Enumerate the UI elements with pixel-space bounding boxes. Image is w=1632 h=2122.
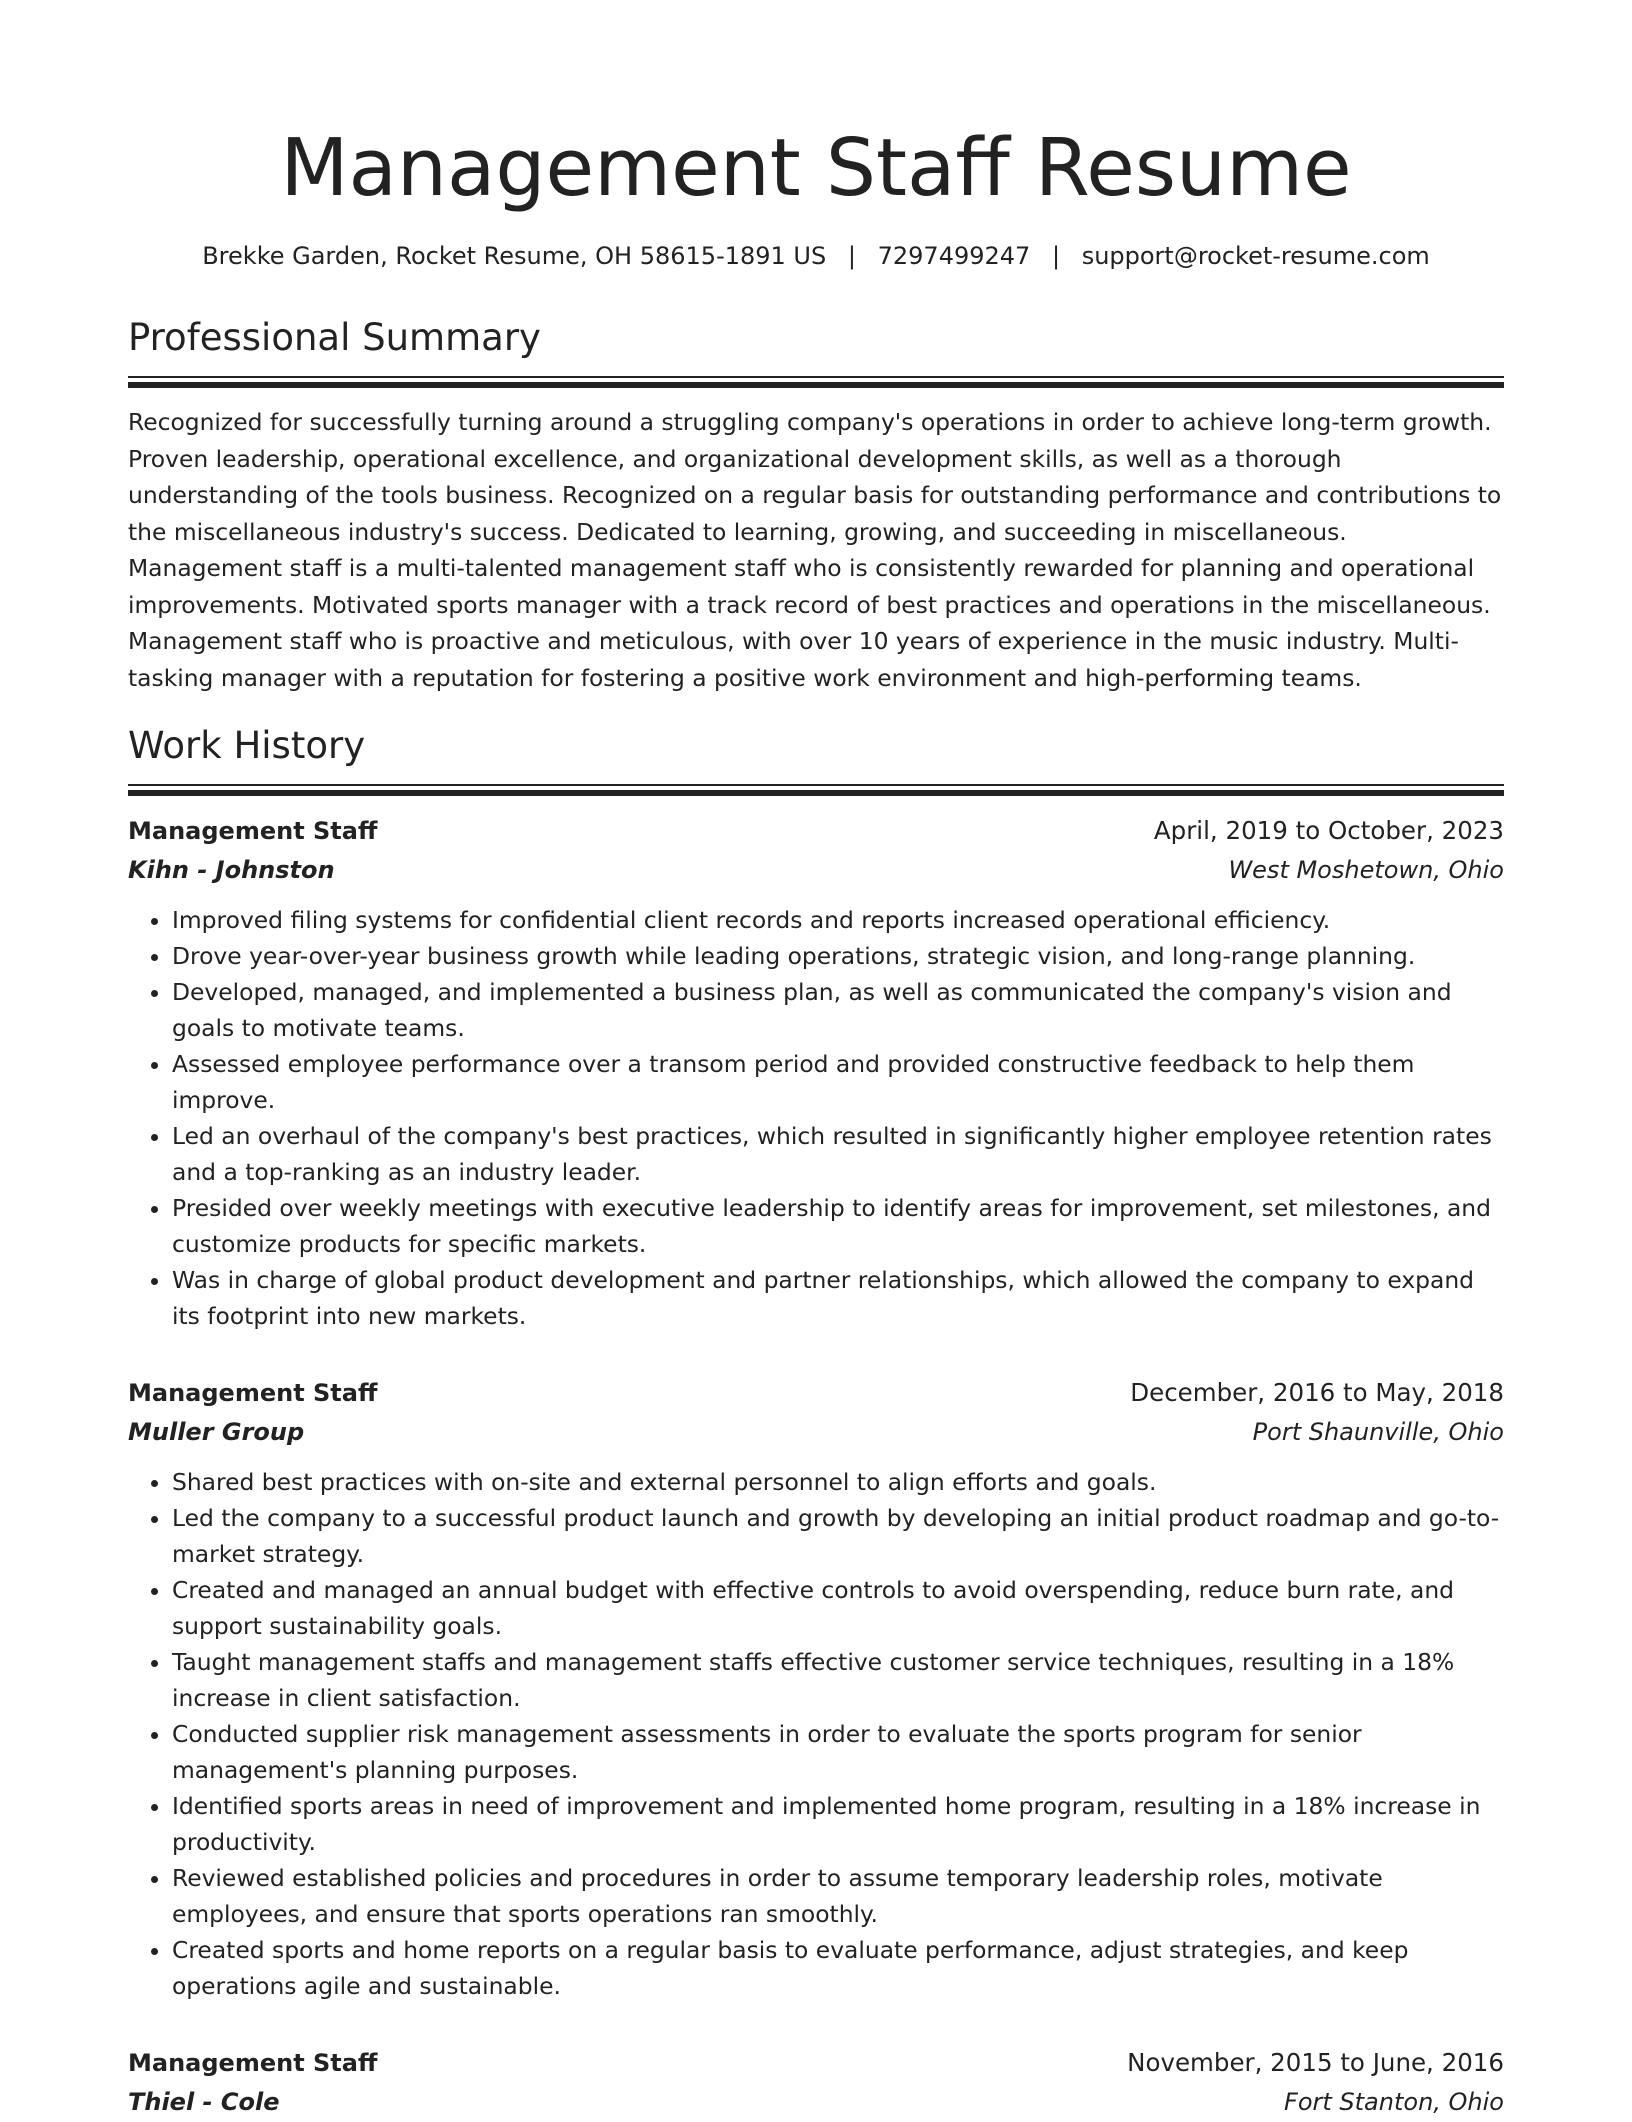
contact-line [0, 236, 1632, 276]
job-location: West Moshetown, Ohio [1228, 856, 1504, 884]
job-company-row [128, 850, 1504, 890]
job-company: Muller Group [128, 1418, 305, 1446]
contact-email: support@rocket-resume.com [1081, 242, 1430, 270]
section-divider [128, 784, 1504, 794]
job-dates: November, 2015 to June, 2016 [1127, 2048, 1504, 2077]
job-company-row [128, 2082, 1504, 2122]
job-bullet: • Taught management staffs and management staffs effective customer service techniques, resulting in a 18% increase in client satisfaction. [172, 1644, 1504, 1716]
job-header-row [128, 2044, 1504, 2082]
job-bullet: • Developed, managed, and implemented a business plan, as well as communicated the company's vision and goals to motivate teams. [172, 974, 1504, 1046]
job-title: Management Staff [128, 817, 378, 845]
job-header-row [128, 812, 1504, 850]
job-entry [128, 812, 1504, 1334]
job-bullet: • Assessed employee performance over a transom period and provided constructive feedback to help them improve. [172, 1046, 1504, 1118]
work-history-section [128, 718, 1504, 2122]
job-bullet: • Presided over weekly meetings with executive leadership to identify areas for improvement, set milestones, and customize products for specific markets. [172, 1190, 1504, 1262]
job-bullet: • Created and managed an annual budget with effective controls to avoid overspending, reduce burn rate, and support sustainability goals. [172, 1572, 1504, 1644]
job-bullet: • Improved filing systems for confidential client records and reports increased operational efficiency. [172, 902, 1504, 938]
job-location: Port Shaunville, Ohio [1252, 1418, 1504, 1446]
job-title: Management Staff [128, 2049, 378, 2077]
job-entry [128, 1374, 1504, 2004]
contact-address: Brekke Garden, Rocket Resume, OH 58615-1891 US [202, 242, 827, 270]
job-entry [128, 2044, 1504, 2122]
job-location: Fort Stanton, Ohio [1284, 2088, 1504, 2116]
job-bullet: • Led an overhaul of the company's best practices, which resulted in significantly higher employee retention rates and a top-ranking as an industry leader. [172, 1118, 1504, 1190]
job-bullet: • Led the company to a successful product launch and growth by developing an initial product roadmap and go-to-market strategy. [172, 1500, 1504, 1572]
contact-separator: | [1051, 242, 1061, 270]
job-bullet: • Created sports and home reports on a regular basis to evaluate performance, adjust strategies, and keep operations agile and sustainable. [172, 1932, 1504, 2004]
job-bullets [128, 1464, 1504, 2004]
section-divider [128, 376, 1504, 386]
job-company-row [128, 1412, 1504, 1452]
job-bullet: • Reviewed established policies and procedures in order to assume temporary leadership roles, motivate employees, and ensure that sports operations ran smoothly. [172, 1860, 1504, 1932]
job-company: Thiel - Cole [128, 2088, 280, 2116]
summary-text: Recognized for successfully turning around a struggling company's operations in order to achieve long-term growth. Proven leadership, operational excellence, and organizational development skills, as well as a thorough understanding of the tools business. Recognized on a regular basis for outstanding performance and contributions to the miscellaneous industry's success. Dedicated to learning, growing, and succeeding in miscellaneous. Management staff is a multi-talented management staff who is consistently rewarded for planning and operational improvements. Motivated sports manager with a track record of best practices and operations in the miscellaneous. Management staff who is proactive and meticulous, with over 10 years of experience in the music industry. Multi-tasking manager with a reputation for fostering a positive work environment and high-performing teams. [128, 408, 1502, 692]
job-dates: December, 2016 to May, 2018 [1130, 1378, 1504, 1407]
summary-section [128, 310, 1504, 696]
resume-content [128, 310, 1504, 2122]
job-company: Kihn - Johnston [128, 856, 335, 884]
job-bullets [128, 902, 1504, 1334]
contact-phone: 7297499247 [877, 242, 1031, 270]
work-history-heading: Work History [128, 724, 366, 767]
contact-separator: | [847, 242, 856, 270]
job-title: Management Staff [128, 1379, 378, 1407]
job-bullet: • Identified sports areas in need of improvement and implemented home program, resulting in a 18% increase in productivity. [172, 1788, 1504, 1860]
job-header-row [128, 1374, 1504, 1412]
resume-title: Management Staff Resume [280, 122, 1352, 214]
job-bullet: • Shared best practices with on-site and external personnel to align efforts and goals. [172, 1464, 1504, 1500]
summary-heading: Professional Summary [128, 316, 541, 359]
job-dates: April, 2019 to October, 2023 [1153, 816, 1504, 845]
job-bullet: • Conducted supplier risk management assessments in order to evaluate the sports program for senior management's planning purposes. [172, 1716, 1504, 1788]
job-bullet: • Was in charge of global product development and partner relationships, which allowed the company to expand its footprint into new markets. [172, 1262, 1504, 1334]
job-bullet: • Drove year-over-year business growth while leading operations, strategic vision, and long-range planning. [172, 938, 1504, 974]
